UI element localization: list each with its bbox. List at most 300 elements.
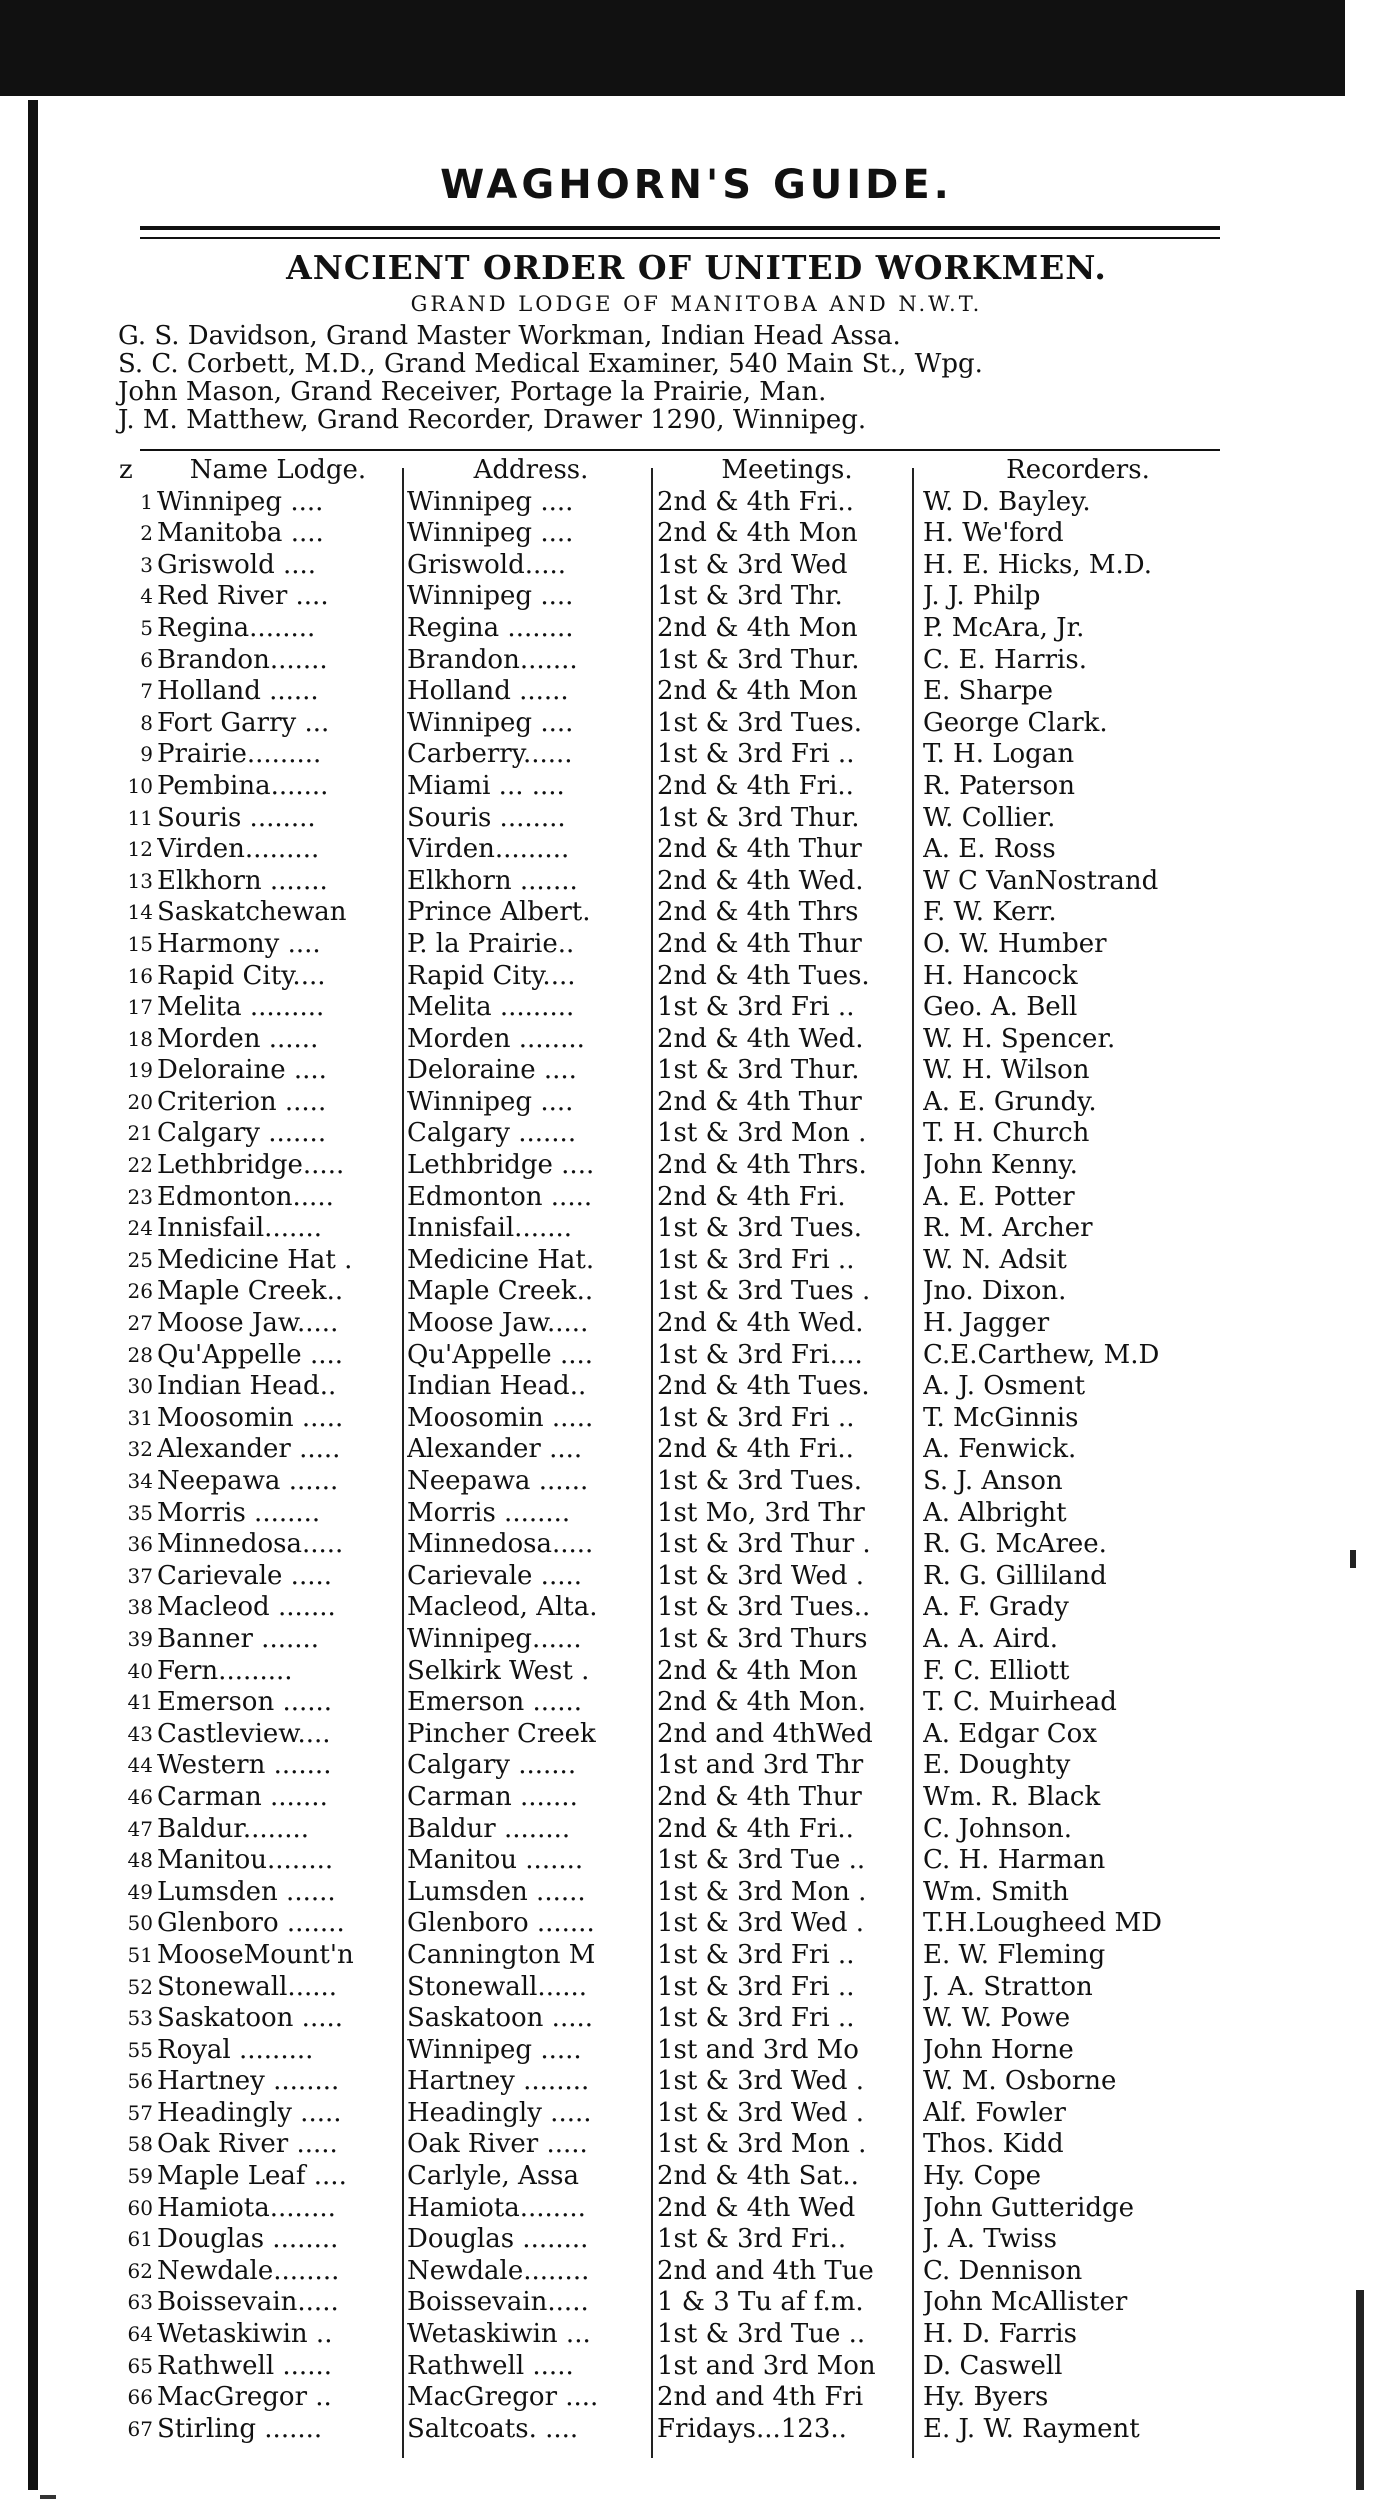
table-row [115,1719,1225,1751]
lodge-number: 27 [127,1311,153,1336]
lodge-recorder: John McAllister [923,2287,1128,2318]
table-row [115,2224,1225,2256]
lodge-meetings: 2nd & 4th Fri.. [657,1813,854,1844]
lodge-meetings: 2nd & 4th Thur [657,1086,862,1117]
lodge-address: Winnipeg .... [407,1086,574,1117]
lodge-recorder: C. E. Harris. [923,644,1087,675]
table-row [115,834,1225,866]
lodge-number: 55 [127,2037,153,2062]
table-row [115,581,1225,613]
lodge-meetings: 2nd & 4th Wed. [657,1308,864,1339]
table-row [115,2287,1225,2319]
lodge-address: Holland ...... [407,676,569,707]
lodge-number: 5 [140,615,153,640]
lodge-number: 10 [127,773,153,798]
table-row [115,1340,1225,1372]
lodge-number: 13 [127,868,153,893]
lodge-number: 62 [127,2258,153,2283]
lodge-number: 35 [127,1500,153,1525]
lodge-meetings: 1st & 3rd Tue .. [657,1845,866,1876]
lodge-meetings: 1st & 3rd Tues. [657,1213,862,1244]
lodge-name: Manitoba .... [157,518,324,549]
lodge-address: Indian Head.. [407,1371,587,1402]
lodge-recorder: E. Doughty [923,1750,1071,1781]
table-row [115,1656,1225,1688]
lodge-name: Qu'Appelle .... [157,1339,343,1370]
lodge-meetings: 1st & 3rd Mon . [657,1118,867,1149]
lodge-meetings: 2nd & 4th Fri. [657,1181,846,1212]
lodge-number: 46 [127,1784,153,1809]
table-row [115,1182,1225,1214]
lodge-address: Innisfail....... [407,1213,573,1244]
lodge-meetings: 1st & 3rd Wed . [657,1560,865,1591]
lodge-meetings: 1st & 3rd Fri .. [657,1402,855,1433]
lodge-name: Winnipeg .... [157,486,324,517]
lodge-recorder: W. N. Adsit [923,1244,1067,1275]
lodge-meetings: 2nd & 4th Fri.. [657,770,854,801]
lodge-recorder: J. J. Philp [923,581,1041,612]
table-row [115,1972,1225,2004]
lodge-address: Winnipeg .... [407,486,574,517]
lodge-number: 22 [127,1153,153,1178]
table-row [115,676,1225,708]
lodge-number: 19 [127,1058,153,1083]
running-title: WAGHORN'S GUIDE. [440,162,953,208]
lodge-recorder: A. Fenwick. [923,1434,1077,1465]
lodge-address: Winnipeg...... [407,1623,582,1654]
lodge-name: Douglas ........ [157,2224,339,2255]
lodge-address: Miami ... .... [407,770,565,801]
lodge-meetings: 2nd & 4th Mon [657,612,858,643]
lodge-address: Edmonton ..... [407,1181,593,1212]
lodge-name: Stonewall...... [157,1971,338,2002]
lodge-meetings: 1st & 3rd Mon . [657,2129,867,2160]
lodge-number: 41 [127,1690,153,1715]
lodge-name: Morden ...... [157,1023,319,1054]
table-row [115,708,1225,740]
lodge-number: 31 [127,1405,153,1430]
lodge-number: 67 [127,2416,153,2441]
lodge-number: 64 [127,2322,153,2347]
lodge-recorder: R. G. McAree. [923,1529,1107,1560]
lodge-name: Rathwell ...... [157,2350,332,2381]
table-row [115,1403,1225,1435]
lodge-recorder: E. J. W. Rayment [923,2413,1140,2444]
lodge-address: Maple Creek.. [407,1276,594,1307]
table-row [115,2035,1225,2067]
lodge-number: 12 [127,837,153,862]
lodge-name: Neepawa ...... [157,1466,339,1496]
lodge-name: Alexander ..... [157,1434,341,1465]
lodge-meetings: 1st & 3rd Thur. [657,1055,860,1086]
table-row [115,1877,1225,1909]
table-row [115,929,1225,961]
scanned-page-left-edge [28,100,38,2490]
table-row [115,1213,1225,1245]
lodge-name: Lumsden ...... [157,1876,336,1907]
lodge-name: Royal ......... [157,2034,314,2065]
table-row [115,1276,1225,1308]
lodge-recorder: Hy. Cope [923,2161,1042,2192]
lodge-number: 60 [127,2195,153,2220]
lodge-recorder: R. G. Gilliland [923,1560,1107,1591]
lodge-name: Lethbridge..... [157,1150,345,1181]
lodge-meetings: 1st & 3rd Tues.. [657,1592,871,1623]
lodge-address: Qu'Appelle .... [407,1339,593,1370]
lodge-meetings: 1st and 3rd Mo [657,2034,859,2065]
lodge-number: 48 [127,1848,153,1873]
table-row [115,803,1225,835]
table-row [115,1940,1225,1972]
lodge-name: Minnedosa..... [157,1529,344,1560]
table-row [115,2129,1225,2161]
lodge-meetings: 1st & 3rd Fri .. [657,739,855,770]
lodge-recorder: A. J. Osment [923,1371,1086,1402]
lodge-number: 14 [127,900,153,925]
lodge-name: Castleview.... [157,1718,331,1749]
lodge-meetings: Fridays...123.. [657,2413,847,2444]
table-row [115,1371,1225,1403]
lodge-number: 44 [127,1753,153,1778]
lodge-address: Morris ........ [407,1497,571,1528]
lodge-number: 59 [127,2164,153,2189]
lodge-recorder: Wm. Smith [923,1876,1069,1907]
lodge-name: Griswold .... [157,549,317,580]
table-row [115,739,1225,771]
lodge-name: Innisfail....... [157,1213,323,1244]
lodge-recorder: F. W. Kerr. [923,897,1057,928]
lodge-meetings: 2nd & 4th Thur [657,834,862,865]
officer-line: S. C. Corbett, M.D., Grand Medical Examiner, 540 Main St., Wpg. [118,349,983,379]
table-row [115,645,1225,677]
table-row [115,2161,1225,2193]
lodge-address: Cannington M [407,1939,596,1970]
lodge-name: Brandon....... [157,644,328,675]
lodge-number: 1 [140,489,153,514]
lodge-address: MacGregor .... [407,2382,599,2413]
lodge-number: 36 [127,1532,153,1557]
lodge-meetings: 2nd & 4th Wed. [657,1023,864,1054]
lodge-recorder: S. J. Anson [923,1466,1063,1496]
lodge-name: Carman ....... [157,1781,328,1812]
lodge-name: Morris ........ [157,1497,321,1528]
lodge-number: 57 [127,2100,153,2125]
lodge-number: 30 [127,1374,153,1399]
section-title: ANCIENT ORDER OF UNITED WORKMEN. [286,248,1107,287]
lodge-number: 32 [127,1437,153,1462]
lodge-recorder: C.E.Carthew, M.D [923,1339,1160,1370]
lodge-number: 20 [127,1089,153,1114]
table-row [115,1814,1225,1846]
lodge-address: Carman ....... [407,1781,578,1812]
lodge-recorder: H. D. Farris [923,2319,1077,2350]
lodge-meetings: 2nd and 4th Tue [657,2255,874,2286]
lodge-recorder: W. H. Wilson [923,1055,1090,1086]
table-row [115,2098,1225,2130]
lodge-recorder: Hy. Byers [923,2382,1049,2413]
lodge-meetings: 2nd & 4th Thur [657,928,862,959]
lodge-name: Virden......... [157,834,320,865]
lodge-name: Western ....... [157,1750,332,1781]
lodge-meetings: 2nd & 4th Thur [657,1781,862,1812]
lodge-meetings: 1st & 3rd Tues. [657,707,862,738]
lodge-address: Moosomin ..... [407,1402,594,1433]
scan-speck [1350,1550,1356,1568]
lodge-address: Minnedosa..... [407,1529,594,1560]
lodge-meetings: 1st & 3rd Wed . [657,2066,865,2097]
lodge-recorder: Wm. R. Black [923,1781,1101,1812]
lodge-number: 38 [127,1595,153,1620]
lodge-name: MacGregor .. [157,2382,332,2413]
lodge-number: 2 [140,521,153,546]
lodge-address: Rathwell ..... [407,2350,574,2381]
lodge-number: 6 [140,647,153,672]
lodge-name: Hartney ........ [157,2066,340,2097]
lodge-recorder: T. H. Logan [923,739,1075,770]
lodge-address: Saskatoon ..... [407,2003,593,2034]
lodge-name: Boissevain..... [157,2287,339,2318]
lodge-number: 39 [127,1626,153,1651]
lodge-meetings: 2nd & 4th Fri.. [657,486,854,517]
lodge-name: Regina........ [157,612,316,643]
table-row [115,2351,1225,2383]
lodge-number: 51 [127,1942,153,1967]
table-row [115,1245,1225,1277]
header-meetings: Meetings. [721,455,853,485]
lodge-meetings: 1st & 3rd Wed [657,549,848,580]
lodge-number: 47 [127,1816,153,1841]
lodge-name: Hamiota........ [157,2192,336,2223]
lodge-name: Manitou........ [157,1845,334,1876]
lodge-address: Manitou ....... [407,1845,584,1876]
table-row [115,1087,1225,1119]
lodge-meetings: 1st & 3rd Fri .. [657,992,855,1023]
lodge-name: Souris ........ [157,802,316,833]
lodge-address: Oak River ..... [407,2129,588,2160]
lodge-recorder: H. E. Hicks, M.D. [923,549,1152,580]
header-number: z [119,455,133,485]
lodge-meetings: 1st & 3rd Tues. [657,1466,862,1496]
lodge-number: 34 [127,1469,153,1493]
lodge-meetings: 1st & 3rd Fri.. [657,2224,847,2255]
lodge-recorder: John Horne [923,2034,1074,2065]
table-row [115,1561,1225,1593]
table-row [115,992,1225,1024]
lodge-name: Edmonton..... [157,1181,334,1212]
lodge-address: Winnipeg .... [407,518,574,549]
lodge-address: Pincher Creek [407,1718,596,1749]
lodge-address: Headingly ..... [407,2097,592,2128]
lodge-meetings: 1st & 3rd Fri .. [657,1244,855,1275]
table-row [115,961,1225,993]
lodge-name: Banner ....... [157,1623,320,1654]
lodge-number: 61 [127,2227,153,2252]
lodge-recorder: W. M. Osborne [923,2066,1117,2097]
table-row [115,487,1225,519]
lodge-meetings: 1st & 3rd Thur. [657,644,860,675]
lodge-address: Lethbridge .... [407,1150,595,1181]
lodge-recorder: Thos. Kidd [923,2129,1064,2160]
table-row [115,1845,1225,1877]
table-row [115,1782,1225,1814]
lodge-address: Stonewall...... [407,1971,588,2002]
lodge-name: Moose Jaw..... [157,1308,339,1339]
lodge-name: Moosomin ..... [157,1402,344,1433]
lodge-number: 37 [127,1563,153,1588]
lodge-recorder: Geo. A. Bell [923,992,1078,1023]
lodge-address: Neepawa ...... [407,1466,589,1496]
title-rule-thin [140,237,1220,239]
lodge-number: 49 [127,1879,153,1904]
lodge-meetings: 1st & 3rd Wed . [657,2097,865,2128]
lodge-number: 24 [127,1216,153,1241]
lodge-recorder: R. Paterson [923,770,1075,801]
lodge-address: Regina ........ [407,612,574,643]
header-name-lodge: Name Lodge. [189,455,367,485]
table-row [115,2414,1225,2446]
lodge-recorder: H. Jagger [923,1308,1050,1339]
lodge-address: P. la Prairie.. [407,928,575,959]
lodge-recorder: O. W. Humber [923,928,1107,959]
table-row [115,1687,1225,1719]
lodge-meetings: 2nd & 4th Wed [657,2192,856,2223]
lodge-recorder: A. A. Aird. [923,1623,1059,1654]
lodge-number: 18 [127,1026,153,1051]
lodge-address: Calgary ....... [407,1118,577,1149]
lodge-number: 17 [127,995,153,1020]
lodge-meetings: 2nd & 4th Mon [657,518,858,549]
table-row [115,897,1225,929]
lodge-address: Lumsden ...... [407,1876,586,1907]
lodge-name: Medicine Hat . [157,1244,353,1275]
lodge-address: Newdale........ [407,2255,590,2286]
lodge-name: Glenboro ....... [157,1908,345,1939]
table-row [115,1308,1225,1340]
lodge-number: 63 [127,2290,153,2315]
lodge-meetings: 2nd and 4th Fri [657,2382,864,2413]
lodge-address: Melita ......... [407,992,575,1023]
lodge-address: Wetaskiwin ... [407,2319,591,2350]
lodge-name: Fern......... [157,1655,293,1686]
lodge-meetings: 2nd & 4th Fri.. [657,1434,854,1465]
lodge-meetings: 2nd & 4th Wed. [657,865,864,896]
lodge-address: Saltcoats. .... [407,2413,579,2444]
lodge-recorder: C. Johnson. [923,1813,1073,1844]
lodge-recorder: Jno. Dixon. [923,1276,1067,1307]
lodge-meetings: 1st & 3rd Fri.... [657,1339,863,1370]
lodge-recorder: A. E. Grundy. [923,1086,1097,1117]
lodge-recorder: John Kenny. [923,1150,1078,1181]
lodge-recorder: Alf. Fowler [923,2097,1066,2128]
lodge-number: 43 [127,1721,153,1746]
lodge-name: Maple Creek.. [157,1276,344,1307]
lodge-address: Emerson ...... [407,1687,583,1718]
table-row [115,1466,1225,1498]
table-row [115,1434,1225,1466]
lodge-number: 56 [127,2069,153,2094]
table-row [115,2319,1225,2351]
lodge-recorder: A. Edgar Cox [923,1718,1097,1749]
table-row [115,2003,1225,2035]
lodge-address: Morden ........ [407,1023,585,1054]
table-header-row [115,455,1225,487]
lodge-recorder: T. McGinnis [923,1402,1079,1433]
officer-line: John Mason, Grand Receiver, Portage la Prairie, Man. [118,377,827,407]
lodge-recorder: W. Collier. [923,802,1056,833]
lodge-name: Wetaskiwin .. [157,2319,333,2350]
lodge-address: Carberry...... [407,739,573,770]
table-row [115,613,1225,645]
lodge-recorder: A. Albright [923,1497,1067,1528]
lodge-table [115,455,1225,2445]
lodge-address: Deloraine .... [407,1055,577,1086]
lodge-name: Indian Head.. [157,1371,337,1402]
officer-line: G. S. Davidson, Grand Master Workman, Indian Head Assa. [118,321,901,351]
lodge-address: Souris ........ [407,802,566,833]
table-row [115,1150,1225,1182]
lodge-recorder: J. A. Stratton [923,1971,1093,2002]
lodge-name: Prairie......... [157,739,322,770]
lodge-address: Alexander .... [407,1434,583,1465]
lodge-address: Hartney ........ [407,2066,590,2097]
lodge-recorder: C. Dennison [923,2255,1083,2286]
lodge-recorder: T.H.Lougheed MD [923,1908,1162,1939]
lodge-meetings: 1st & 3rd Thr. [657,581,843,612]
lodge-name: Elkhorn ....... [157,865,328,896]
lodge-name: Harmony .... [157,928,321,959]
table-row [115,771,1225,803]
lodge-meetings: 2nd & 4th Tues. [657,960,870,991]
lodge-name: Holland ...... [157,676,319,707]
lodge-number: 9 [140,742,153,767]
lodge-address: Calgary ....... [407,1750,577,1781]
lodge-number: 23 [127,1184,153,1209]
lodge-recorder: E. W. Fleming [923,1939,1106,1970]
lodge-name: Emerson ...... [157,1687,333,1718]
table-row [115,2066,1225,2098]
lodge-name: Headingly ..... [157,2097,342,2128]
lodge-address: Winnipeg .... [407,707,574,738]
table-row [115,1055,1225,1087]
lodge-address: Rapid City.... [407,960,576,991]
lodge-recorder: W C VanNostrand [923,865,1159,896]
lodge-name: Stirling ....... [157,2413,323,2444]
lodge-recorder: John Gutteridge [923,2192,1135,2223]
lodge-number: 26 [127,1279,153,1304]
lodge-recorder: A. F. Grady [923,1592,1069,1623]
lodge-address: Macleod, Alta. [407,1592,598,1623]
lodge-number: 11 [127,805,153,830]
lodge-name: MooseMount'n [157,1939,354,1970]
section-subtitle: GRAND LODGE OF MANITOBA AND N.W.T. [410,292,983,316]
lodge-address: Winnipeg .... [407,581,574,612]
lodge-number: 25 [127,1247,153,1272]
lodge-meetings: 1st & 3rd Fri .. [657,2003,855,2034]
lodge-recorder: T. H. Church [923,1118,1090,1149]
lodge-address: Douglas ........ [407,2224,589,2255]
table-row [115,518,1225,550]
lodge-number: 21 [127,1121,153,1146]
lodge-meetings: 1st & 3rd Mon . [657,1876,867,1907]
lodge-meetings: 2nd and 4thWed [657,1718,873,1749]
lodge-number: 53 [127,2006,153,2031]
lodge-name: Pembina....... [157,770,329,801]
lodge-address: Prince Albert. [407,897,591,928]
table-row [115,2256,1225,2288]
lodge-name: Saskatchewan [157,897,347,928]
lodge-name: Fort Garry ... [157,707,330,738]
table-row [115,1624,1225,1656]
